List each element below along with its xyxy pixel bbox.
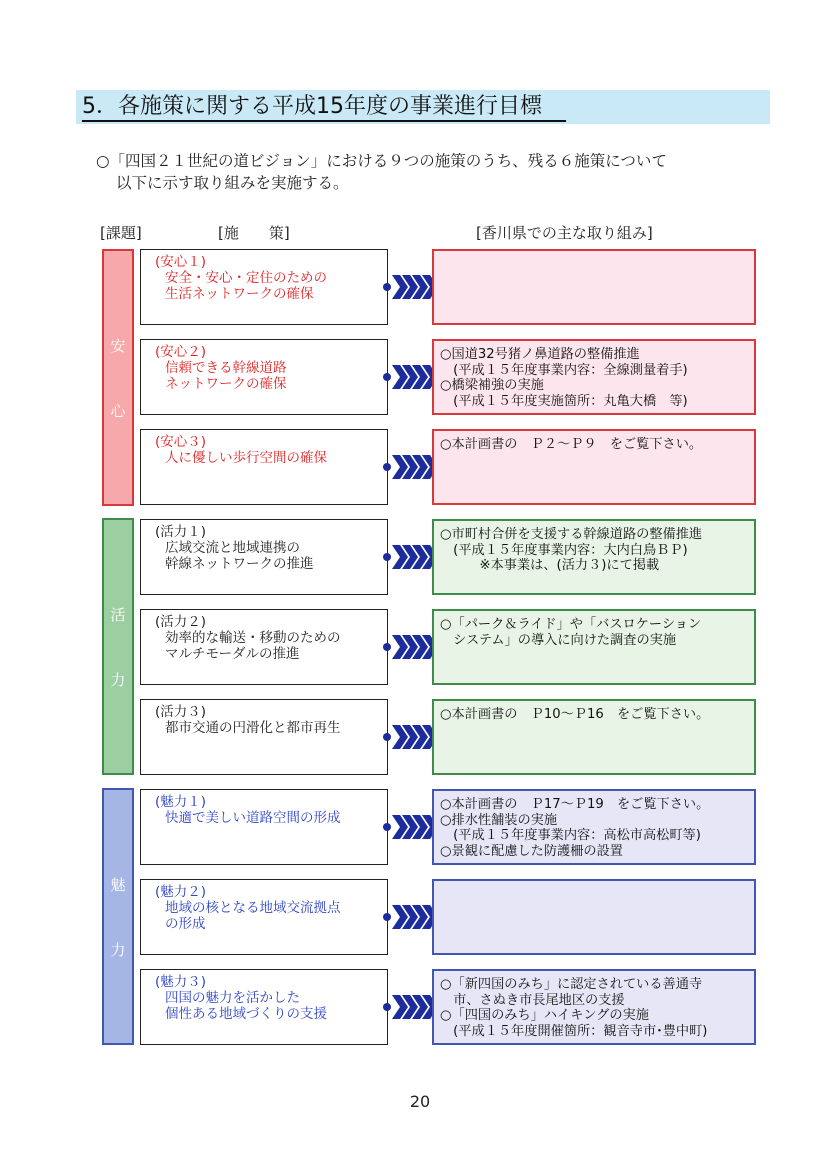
action-box-katsuryoku-3 — [432, 699, 756, 775]
measure-title: 安全・安心・定住のための 生活ネットワークの確保 — [165, 270, 327, 302]
measure-title: 都市交通の円滑化と都市再生 — [165, 720, 341, 736]
measure-code: (活力２) — [155, 614, 207, 630]
action-box-miryoku-3 — [432, 969, 756, 1045]
measure-code: (魅力３) — [155, 974, 207, 990]
intro-line-1: ○「四国２１世紀の道ビジョン」における９つの施策のうち、残る６施策について — [96, 152, 667, 170]
category-miryoku — [102, 788, 134, 1045]
measure-code: (活力３) — [155, 704, 207, 720]
chevron-arrow-icon — [382, 540, 438, 574]
chevron-arrow-icon — [382, 900, 438, 934]
action-line: ○景観に配慮した防護柵の設置 — [440, 843, 623, 859]
measure-anshin-3 — [140, 429, 388, 505]
page-number: 20 — [409, 1092, 431, 1111]
action-box-anshin-1 — [432, 249, 756, 325]
measure-code: (魅力１) — [155, 794, 207, 810]
action-line: ○「四国のみち」ハイキングの実施 — [440, 1008, 649, 1023]
measure-title: 効率的な輸送・移動のための マルチモーダルの推進 — [165, 630, 341, 662]
action-line: (平成１５年度事業内容：高松市高松町等) — [440, 828, 701, 843]
intro-paragraph — [96, 150, 776, 194]
action-line: ○「パーク＆ライド」や「バスロケーション — [440, 617, 702, 632]
action-line: ○本計画書の Ｐ２～Ｐ９ をご覧下さい。 — [440, 437, 703, 452]
measure-code: (安心１) — [155, 254, 207, 270]
action-line: ○排水性舗装の実施 — [440, 812, 558, 828]
chevron-arrow-icon — [382, 450, 438, 484]
category-char: 心 — [110, 401, 126, 420]
measure-katsuryoku-1 — [140, 519, 388, 595]
measure-code: (活力１) — [155, 524, 207, 540]
action-line: ※本事業は、(活力３)にて掲載 — [440, 558, 660, 573]
measure-code: (安心２) — [155, 344, 207, 360]
measure-anshin-2 — [140, 339, 388, 415]
measure-title: 四国の魅力を活かした 個性ある地域づくりの支援 — [165, 990, 327, 1022]
measure-miryoku-1 — [140, 789, 388, 865]
action-line: システム」の導入に向けた調査の実施 — [440, 632, 677, 648]
column-header-kadai: [課題] — [100, 224, 142, 242]
chevron-arrow-icon — [382, 990, 438, 1024]
action-line: (平成１５年度事業内容：大内白鳥ＢＰ) — [440, 542, 688, 558]
action-line: (平成１５年度事業内容：全線測量着手) — [440, 362, 688, 378]
action-line: ○「新四国のみち」に認定されている善通寺 — [440, 977, 703, 992]
measure-title: 広域交流と地域連携の 幹線ネットワークの推進 — [165, 540, 314, 572]
chevron-arrow-icon — [382, 630, 438, 664]
action-box-katsuryoku-2 — [432, 609, 756, 685]
category-char: 力 — [110, 670, 126, 689]
action-line: ○本計画書の Ｐ17～Ｐ19 をご覧下さい。 — [440, 797, 710, 812]
section-title: 5．各施策に関する平成15年度の事業進行目標 — [82, 94, 566, 122]
intro-line-2: 以下に示す取り組みを実施する。 — [116, 174, 349, 192]
measure-code: (魅力２) — [155, 884, 207, 900]
action-box-anshin-3 — [432, 429, 756, 505]
measure-title: 信頼できる幹線道路 ネットワークの確保 — [165, 360, 287, 392]
action-box-katsuryoku-1 — [432, 519, 756, 595]
action-box-miryoku-1 — [432, 789, 756, 865]
action-box-miryoku-2 — [432, 879, 756, 955]
measure-code: (安心３) — [155, 434, 207, 450]
action-box-anshin-2 — [432, 339, 756, 415]
column-header-torikumi: [香川県での主な取り組み] — [476, 224, 653, 242]
chevron-arrow-icon — [382, 720, 438, 754]
measure-title: 地域の核となる地域交流拠点 の形成 — [165, 900, 341, 932]
action-line: ○市町村合併を支援する幹線道路の整備推進 — [440, 527, 703, 542]
action-line: ○橋梁補強の実施 — [440, 378, 544, 393]
measure-title: 快適で美しい道路空間の形成 — [165, 810, 341, 826]
chevron-arrow-icon — [382, 810, 438, 844]
action-line: ○本計画書の Ｐ10～Ｐ16 をご覧下さい。 — [440, 707, 710, 722]
category-anshin — [102, 249, 134, 506]
measure-title: 人に優しい歩行空間の確保 — [165, 450, 327, 466]
measure-miryoku-2 — [140, 879, 388, 955]
measure-katsuryoku-3 — [140, 699, 388, 775]
action-line: ○国道32号猪ノ鼻道路の整備推進 — [440, 347, 640, 362]
category-katsuryoku — [102, 518, 134, 775]
category-char: 魅 — [110, 875, 126, 894]
category-char: 活 — [110, 605, 126, 624]
action-line: (平成１５年度実施箇所：丸亀大橋 等) — [440, 393, 688, 409]
action-line: 市、さぬき市長尾地区の支援 — [440, 992, 625, 1008]
measure-katsuryoku-2 — [140, 609, 388, 685]
chevron-arrow-icon — [382, 360, 438, 394]
action-line: (平成１５年度開催箇所：観音寺市･豊中町) — [440, 1023, 708, 1039]
section-heading-bar — [76, 90, 770, 124]
measure-anshin-1 — [140, 249, 388, 325]
measure-miryoku-3 — [140, 969, 388, 1045]
column-header-shisaku: [施 策] — [218, 224, 290, 242]
category-char: 安 — [110, 336, 126, 355]
chevron-arrow-icon — [382, 270, 438, 304]
category-char: 力 — [110, 940, 126, 959]
